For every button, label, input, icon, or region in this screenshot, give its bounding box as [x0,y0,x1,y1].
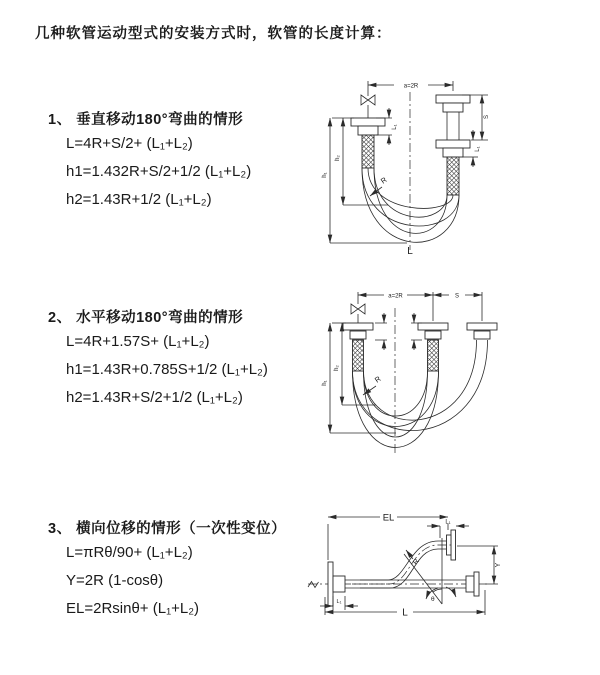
radius-r-label: R [412,557,421,567]
section-3 [48,519,286,623]
formula-y: Y=2R (1-cosθ) [66,572,164,589]
section-2-formulas [48,328,268,412]
dim-s-label: S [484,114,490,120]
dim-l1-bottom-label: L₁ [336,599,342,605]
dim-l1-right [462,130,481,167]
left-pipe-fitting [351,118,385,168]
dim-l1-top-label: L₁ [445,519,451,526]
section-3-formulas [48,539,286,623]
radius-line [404,538,442,604]
formula-el: EL=2Rsinθ+ (L₁+L₂) [66,600,200,617]
formula-l: L=πRθ/90+ (L₁+L₂) [66,544,193,561]
formula-h1: h1=1.432R+S/2+1/2 (L₁+L₂) [66,163,252,180]
fitting-dim-left [375,313,387,350]
valve-icon [351,304,365,323]
dim-width-2r [368,81,453,96]
hose-s-curve [352,541,451,588]
formula-l: L=4R+S/2+ (L₁+L₂) [66,135,193,152]
section-1-heading: 1、 垂直移动180°弯曲的情形 [48,112,244,128]
dim-y-label: Y [495,562,502,568]
theta-label: θ [431,596,435,603]
dim-y [457,546,502,584]
valve-icon [361,95,375,118]
section-1-formulas [48,130,251,214]
section-2-heading: 2、 水平移动180°弯曲的情形 [48,310,244,326]
right-pipe-fitting [436,95,470,195]
formula-l: L=4R+1.57S+ (L₁+L₂) [66,333,210,350]
radius-r-label: R [378,175,389,186]
formula-h2: h2=1.43R+S/2+1/2 (L₁+L₂) [66,389,243,406]
page-title: 几种软管运动型式的安装方式时，软管的长度计算： [35,26,392,42]
dim-l [325,590,485,619]
formula-h1: h1=1.43R+0.785S+1/2 (L₁+L₂) [66,361,268,378]
dim-el-label: EL [382,512,395,524]
fitting-dim-middle [411,313,422,350]
dim-h2-label: h₂ [334,365,340,371]
dim-width-2r [358,292,482,321]
dim-a-label: a=2R [388,293,403,300]
diagram-lateral-displacement [300,502,600,667]
dim-h1-label: h₁ [322,172,328,178]
dim-h2-label: h₂ [335,155,341,161]
dim-l1-bottom [320,596,358,610]
hose-curves [353,340,488,448]
dim-a-label: a=2R [403,83,419,90]
diagram-horizontal-180-bend [308,283,568,458]
formula-h2: h2=1.43R+1/2 (L₁+L₂) [66,191,212,208]
dim-l1-left [376,108,398,145]
section-3-heading: 3、 横向位移的情形（一次性变位） [48,521,287,537]
middle-pipe-fitting [418,323,448,371]
dim-s [433,294,482,300]
dim-el [328,512,451,561]
dim-h1 [322,323,396,433]
dim-l1-right-label: L₁ [475,146,481,152]
break-symbol [308,582,319,588]
dim-l-label: L [402,607,408,619]
right-pipe-fitting [467,323,497,339]
section-2 [48,308,268,412]
section-1 [48,110,251,214]
radius-r-label: R [372,374,383,385]
dim-s-label: S [454,293,460,300]
left-pipe-fitting [343,323,373,371]
dim-h1-label: h₁ [322,380,328,386]
length-l-label: L [407,246,413,257]
dim-l1-left-label: L₁ [392,124,398,130]
diagram-vertical-180-bend [310,70,560,260]
radius-label [363,374,383,395]
